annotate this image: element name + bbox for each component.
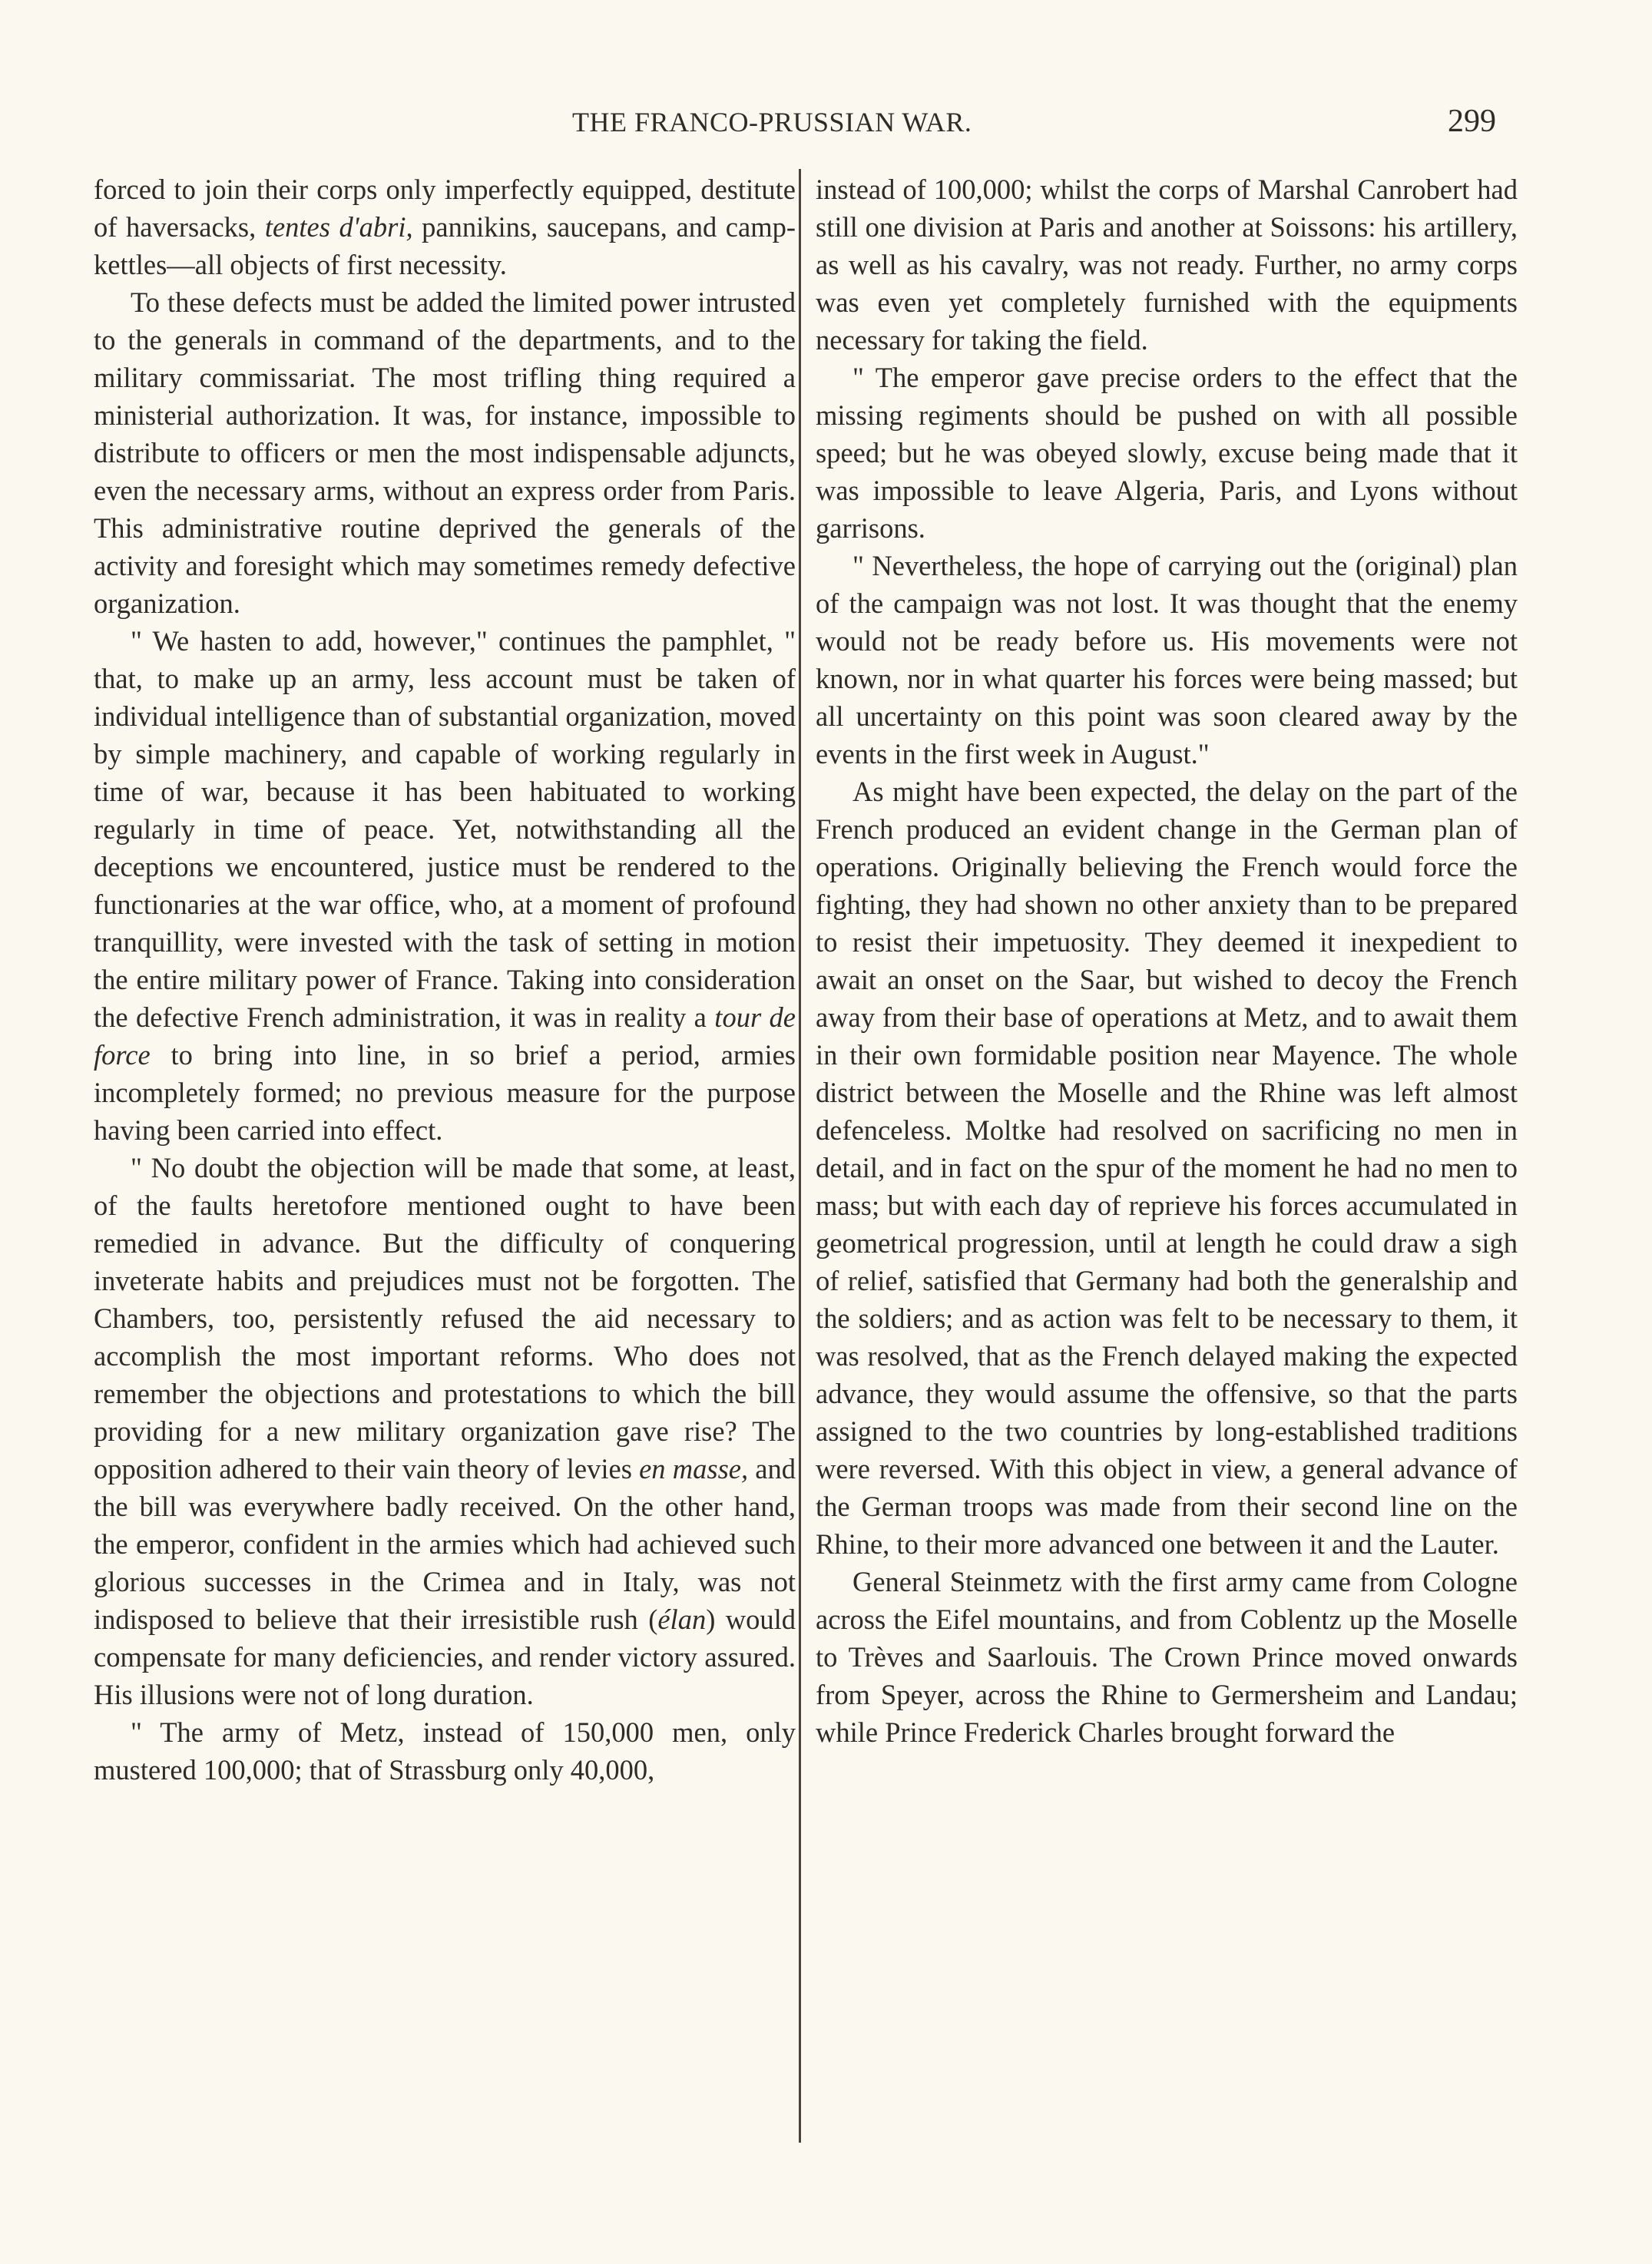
paragraph: As might have been expected, the delay on the part of the French produced an evident change in the German plan of operations. Originally believing the French would force the fighting, they had shown no other anxiety than to be prepared to resist their impetuosity. They deemed it inexpedient to await an onset on the Saar, but wished to decoy the French away from their base of operations at Metz, and to await them in their own formidable position near Mayence. The whole district between the Moselle and the Rhine was left almost defenceless. Moltke had resolved on sacrificing no men in detail, and in fact on the spur of the moment he had no men to mass; but with each day of reprieve his forces accumulated in geometrical progression, until at length he could draw a sigh of relief, satisfied that Germany had both the generalship and the soldiers; and as action was felt to be necessary to them, it was resolved, that as the French delayed making the expected advance, they would assume the offensive, so that the parts assigned to the two countries by long-established traditions were reversed. With this object in view, a general advance of the German troops was made from their second line on the Rhine, to their more advanced one between it and the Lauter. xyxy=(816,776,1518,1560)
right-column xyxy=(816,170,1518,2152)
text-run: and the bill was everywhere badly received. On the other hand, the emperor, confident in the armies which had achieved such glorious successes in the Crimea and in Italy, was not indisposed to believe that their irresistible rush ( xyxy=(94,1453,796,1635)
text-run: ) would compensate for many deficiencies, and render victory assured. His illusions were not of long duration. xyxy=(94,1604,796,1710)
italic-text: en masse, xyxy=(639,1453,749,1485)
text-run: " No doubt the objection will be made that some, at least, of the faults heretofore mentioned ought to have been remedied in advance. But the difficulty of conquering inveterate habits and prejudices must not be forgotten. The Chambers, too, persistently refused the aid necessary to accomplish the most important reforms. Who does not remember the objections and protestations to which the bill providing for a new military organization gave rise? The opposition adhered to their vain theory of levies xyxy=(94,1152,796,1485)
paragraph: " Nevertheless, the hope of carrying out the (original) plan of the campaign was not lost. It was thought that the enemy would not be ready before us. His movements were not known, nor in what quarter his forces were being massed; but all uncertainty on this point was soon cleared away by the events in the first week in August." xyxy=(816,550,1518,770)
paragraph: " The army of Metz, instead of 150,000 men, only mustered 100,000; that of Strassburg only 40,000, xyxy=(94,1716,796,1786)
paragraph xyxy=(94,170,796,283)
paragraph xyxy=(94,622,796,1149)
column-divider xyxy=(799,169,801,2143)
paragraph xyxy=(94,1149,796,1713)
running-title: THE FRANCO-PRUSSIAN WAR. xyxy=(572,107,972,137)
paragraph: " The emperor gave precise orders to the effect that the missing regiments should be pushed on with all possible speed; but he was obeyed slowly, excuse being made that it was impossible to leave Algeria, Paris, and Lyons without garrisons. xyxy=(816,362,1518,544)
page-number: 299 xyxy=(1448,104,1496,139)
text-run: forced to join their corps only imperfectly equipped, destitute of haversacks, xyxy=(94,174,796,243)
paragraph: instead of 100,000; whilst the corps of Marshal Canrobert had still one division at Paris and another at Soissons: his artillery, as well as his cavalry, was not ready. Further, no army corps was even yet completely furnished with the equipments necessary for taking the field. xyxy=(816,174,1518,356)
text-run: to bring into line, in so brief a period, armies incompletely formed; no previous measure for the purpose having been carried into effect. xyxy=(94,1039,796,1146)
text-run: pannikins, saucepans, and camp-kettles—all objects of first necessity. xyxy=(94,211,796,280)
italic-text: tentes d'abri, xyxy=(264,211,413,243)
italic-text: élan xyxy=(657,1604,707,1635)
paragraph: General Steinmetz with the first army came from Cologne across the Eifel mountains, and from Coblentz up the Moselle to Trèves and Saarlouis. The Crown Prince moved onwards from Speyer, across the Rhine to Germersheim and Landau; while Prince Frederick Charles brought forward the xyxy=(816,1566,1518,1748)
italic-text: tour de force xyxy=(94,1001,796,1071)
text-run: " We hasten to add, however," continues the pamphlet, " that, to make up an army, less account must be taken of individual intelligence than of substantial organization, moved by simple machinery, and capable of working regularly in time of war, because it has been habituated to working regularly in time of peace. Yet, notwithstanding all the deceptions we encountered, justice must be rendered to the functionaries at the war office, who, at a moment of profound tranquillity, were invested with the task of setting in motion the entire military power of France. Taking into consideration the defective French administration, it was in reality a xyxy=(94,625,796,1033)
paragraph: To these defects must be added the limited power intrusted to the generals in command of the departments, and to the military commissariat. The most trifling thing required a ministerial authorization. It was, for instance, impossible to distribute to officers or men the most indispensable adjuncts, even the necessary arms, without an express order from Paris. This administrative routine deprived the generals of the activity and foresight which may sometimes remedy defective organization. xyxy=(94,286,796,619)
left-column xyxy=(94,170,796,2152)
